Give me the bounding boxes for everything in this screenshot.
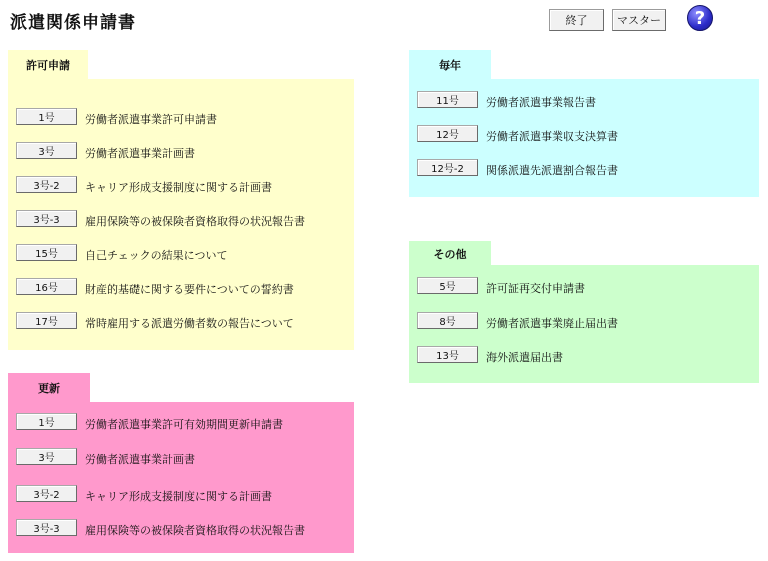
form-button-koshin-3[interactable]: 3号 <box>16 448 77 465</box>
form-button-koshin-1[interactable]: 1号 <box>16 413 77 430</box>
form-label: 関係派遣先派遣割合報告書 <box>486 164 618 177</box>
list-item <box>417 124 618 142</box>
list-item <box>16 518 305 536</box>
form-button-koshin-3-2[interactable]: 3号-2 <box>16 485 77 502</box>
form-label: 労働者派遣事業報告書 <box>486 96 596 109</box>
form-button-maitoshi-12-2[interactable]: 12号-2 <box>417 159 478 176</box>
end-button[interactable]: 終了 <box>549 9 604 31</box>
list-item <box>16 243 227 261</box>
form-label: 雇用保険等の被保険者資格取得の状況報告書 <box>85 524 305 537</box>
list-item <box>417 345 563 363</box>
list-item <box>417 158 618 176</box>
form-button-kyoka-3-3[interactable]: 3号-3 <box>16 210 77 227</box>
form-button-kyoka-3-2[interactable]: 3号-2 <box>16 176 77 193</box>
form-label: 海外派遣届出書 <box>486 351 563 364</box>
form-label: 雇用保険等の被保険者資格取得の状況報告書 <box>85 215 305 228</box>
form-label: 労働者派遣事業廃止届出書 <box>486 317 618 330</box>
help-icon[interactable]: ? <box>687 5 713 31</box>
form-label: 労働者派遣事業収支決算書 <box>486 130 618 143</box>
form-label: 労働者派遣事業計画書 <box>85 147 195 160</box>
form-label: 自己チェックの結果について <box>85 249 228 262</box>
form-button-koshin-3-3[interactable]: 3号-3 <box>16 519 77 536</box>
form-label: 常時雇用する派遣労働者数の報告について <box>85 317 294 330</box>
list-item <box>16 141 195 159</box>
panel-maitoshi <box>409 79 759 197</box>
form-button-sonota-13[interactable]: 13号 <box>417 346 478 363</box>
tab-sonota: その他 <box>409 241 491 266</box>
tab-maitoshi: 毎年 <box>409 50 491 80</box>
list-item <box>16 311 294 329</box>
form-label: 労働者派遣事業許可申請書 <box>85 113 217 126</box>
list-item <box>16 484 272 502</box>
list-item <box>16 447 195 465</box>
form-button-kyoka-16[interactable]: 16号 <box>16 278 77 295</box>
list-item <box>16 209 305 227</box>
list-item <box>16 412 283 430</box>
panel-kyoka <box>8 79 354 350</box>
form-button-kyoka-15[interactable]: 15号 <box>16 244 77 261</box>
list-item <box>16 277 294 295</box>
form-button-sonota-5[interactable]: 5号 <box>417 277 478 294</box>
master-button[interactable]: マスター <box>612 9 666 31</box>
list-item <box>417 311 618 329</box>
form-button-sonota-8[interactable]: 8号 <box>417 312 478 329</box>
list-item <box>16 175 272 193</box>
form-label: 許可証再交付申請書 <box>486 282 585 295</box>
panel-sonota <box>409 265 759 383</box>
form-button-kyoka-1[interactable]: 1号 <box>16 108 77 125</box>
form-label: キャリア形成支援制度に関する計画書 <box>85 181 272 194</box>
tab-koshin: 更新 <box>8 373 90 403</box>
form-button-maitoshi-11[interactable]: 11号 <box>417 91 478 108</box>
tab-kyoka: 許可申請 <box>8 50 88 80</box>
form-label: 労働者派遣事業計画書 <box>85 453 195 466</box>
list-item <box>417 90 596 108</box>
page-title: 派遣関係申請書 <box>10 13 136 33</box>
form-button-kyoka-17[interactable]: 17号 <box>16 312 77 329</box>
list-item <box>417 276 585 294</box>
form-label: 労働者派遣事業許可有効期間更新申請書 <box>85 418 283 431</box>
form-button-maitoshi-12[interactable]: 12号 <box>417 125 478 142</box>
form-button-kyoka-3[interactable]: 3号 <box>16 142 77 159</box>
panel-koshin <box>8 402 354 553</box>
form-label: 財産的基礎に関する要件についての誓約書 <box>85 283 294 296</box>
form-label: キャリア形成支援制度に関する計画書 <box>85 490 272 503</box>
list-item <box>16 107 217 125</box>
